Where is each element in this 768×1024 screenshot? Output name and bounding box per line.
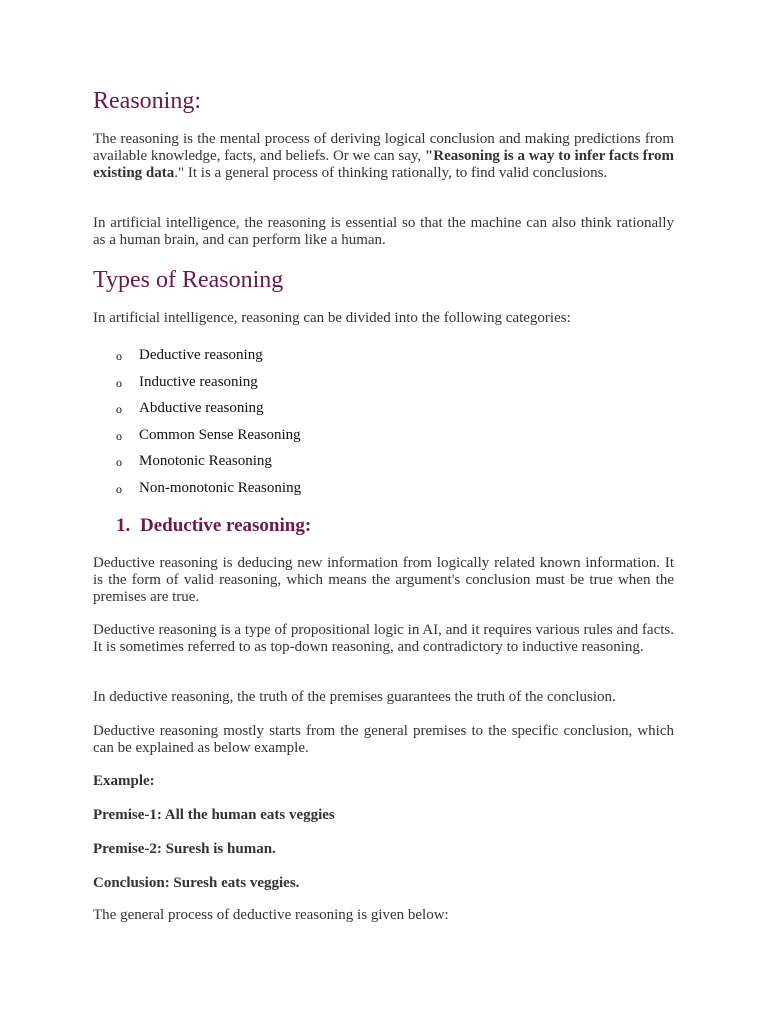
- types-list: [93, 346, 493, 506]
- bullet-icon: o: [116, 375, 122, 390]
- deductive-paragraph-3: In deductive reasoning, the truth of the premises guarantees the truth of the conclusion.: [93, 689, 616, 705]
- deductive-paragraph-1: Deductive reasoning is deducing new information from logically related known information. It is the form of valid reasoning, which means the argument's conclusion must be true when the premises are true.: [93, 555, 674, 605]
- deductive-paragraph-5: The general process of deductive reasoning is given below:: [93, 907, 449, 923]
- section-title: Deductive reasoning:: [140, 515, 312, 536]
- intro-paragraph-2: In artificial intelligence, the reasoning is essential so that the machine can also think rationally as a human brain, and can perform like a human.: [93, 215, 674, 248]
- list-item: [93, 346, 493, 373]
- list-item-label: Common Sense Reasoning: [139, 426, 301, 443]
- intro-paragraph-1: [93, 131, 674, 182]
- bullet-icon: o: [116, 428, 122, 443]
- intro-p1-bold: "Reasoning is a way to infer facts from existing data: [93, 148, 674, 181]
- list-item-label: Deductive reasoning: [139, 347, 263, 363]
- list-item: [93, 479, 493, 506]
- premise-1: Premise-1: All the human eats veggies: [93, 807, 335, 823]
- heading-types-of-reasoning: Types of Reasoning: [93, 267, 284, 293]
- bullet-icon: o: [116, 455, 122, 470]
- intro-p1-text-a: The reasoning is the mental process of deriving logical conclusion and making predictions from available knowledge, facts, and beliefs. Or we can say,: [93, 131, 674, 164]
- bullet-icon: o: [116, 349, 122, 363]
- list-item-label: Inductive reasoning: [139, 373, 258, 390]
- example-label: Example:: [93, 773, 155, 789]
- section-heading-deductive: [116, 515, 311, 537]
- list-item: [93, 399, 493, 426]
- list-item-label: Non-monotonic Reasoning: [139, 479, 302, 496]
- list-item-label: Monotonic Reasoning: [139, 453, 272, 470]
- list-item-label: Abductive reasoning: [139, 400, 264, 417]
- conclusion: Conclusion: Suresh eats veggies.: [93, 875, 300, 891]
- types-intro-paragraph: In artificial intelligence, reasoning can be divided into the following categories:: [93, 310, 571, 326]
- premise-2: Premise-2: Suresh is human.: [93, 841, 276, 857]
- section-number: 1.: [116, 515, 131, 536]
- deductive-paragraph-2: Deductive reasoning is a type of propositional logic in AI, and it requires various rules and facts. It is sometimes referred to as top-down reasoning, and contradictory to inductive reasoning.: [93, 622, 674, 655]
- list-item: [93, 373, 493, 400]
- intro-p1-text-b: ." It is a general process of thinking rationally, to find valid conclusions.: [174, 165, 608, 181]
- bullet-icon: o: [116, 402, 122, 417]
- list-item: [93, 426, 493, 453]
- deductive-paragraph-4: Deductive reasoning mostly starts from the general premises to the specific conclusion, which can be explained as below example.: [93, 723, 674, 756]
- bullet-icon: o: [116, 481, 122, 496]
- list-item: [93, 452, 493, 479]
- heading-reasoning: Reasoning:: [93, 88, 201, 114]
